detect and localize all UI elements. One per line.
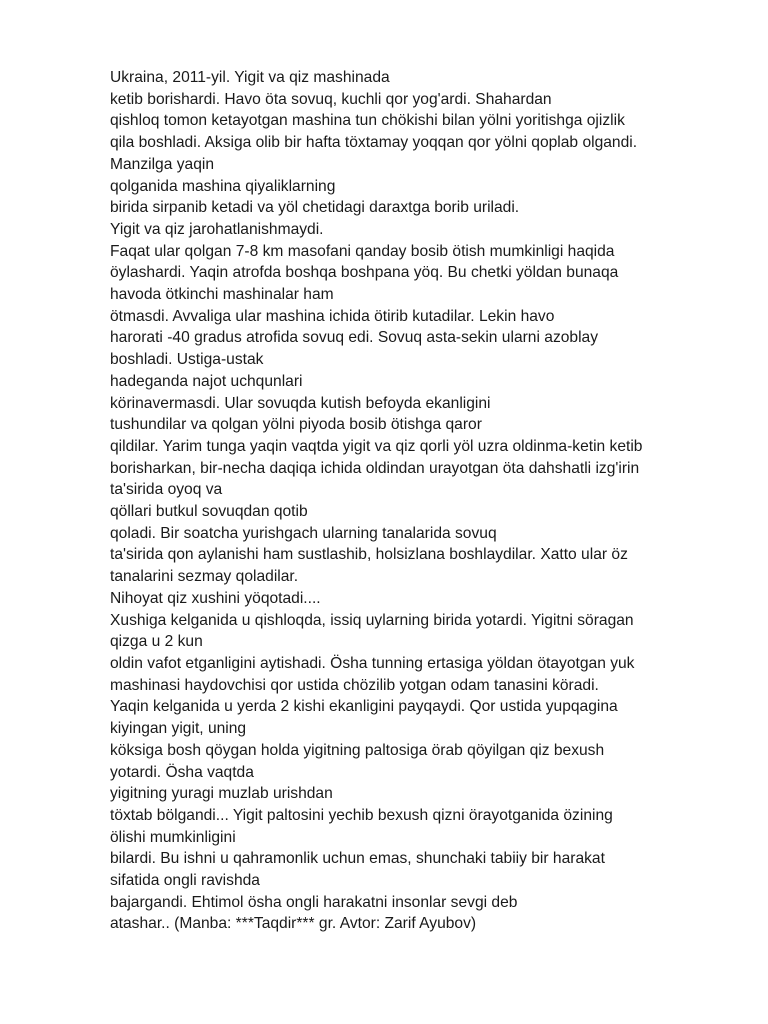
text-line: körinavermasdi. Ular sovuqda kutish befoyda ekanligini <box>110 394 491 412</box>
text-line: ölishi mumkinligini <box>110 828 236 846</box>
text-line: qöllari butkul sovuqdan qotib <box>110 503 308 521</box>
document-page <box>110 67 730 935</box>
text-line: Faqat ular qolgan 7-8 km masofani qanday bosib ötish mumkinligi haqida <box>110 242 615 260</box>
text-line: bilardi. Bu ishni u qahramonlik uchun emas, shunchaki tabiiy bir harakat <box>110 850 605 868</box>
text-line: töxtab bölgandi... Yigit paltosini yechib bexush qizni örayotganida özining <box>110 806 613 824</box>
text-line: Nihoyat qiz xushini yöqotadi.... <box>110 589 321 607</box>
text-line: ötmasdi. Avvaliga ular mashina ichida ötirib kutadilar. Lekin havo <box>110 307 555 325</box>
text-line: atashar.. (Manba: ***Taqdir*** gr. Avtor: Zarif Ayubov) <box>110 915 477 933</box>
text-line: birida sirpanib ketadi va yöl chetidagi daraxtga borib uriladi. <box>110 199 520 217</box>
text-line: ketib borishardi. Havo öta sovuq, kuchli qor yog'ardi. Shahardan <box>110 90 552 108</box>
text-line: ta'sirida oyoq va <box>110 481 223 499</box>
story-text <box>110 67 730 935</box>
text-line: Ukraina, 2011-yil. Yigit va qiz mashinada <box>110 69 390 86</box>
text-line: qildilar. Yarim tunga yaqin vaqtda yigit va qiz qorli yöl uzra oldinma-ketin ketib <box>110 437 643 455</box>
text-line: öylashardi. Yaqin atrofda boshqa boshpana yöq. Bu chetki yöldan bunaqa <box>110 264 619 282</box>
text-line: sifatida ongli ravishda <box>110 872 260 890</box>
text-line: qizga u 2 kun <box>110 633 203 651</box>
text-line: mashinasi haydovchisi qor ustida chözilib yotgan odam tanasini köradi. <box>110 676 599 694</box>
text-line: borisharkan, bir-necha daqiqa ichida oldindan urayotgan öta dahshatli izg'irin <box>110 459 640 477</box>
text-line: bajargandi. Ehtimol ösha ongli harakatni insonlar sevgi deb <box>110 893 518 911</box>
text-line: Yigit va qiz jarohatlanishmaydi. <box>110 220 324 238</box>
text-line: qoladi. Bir soatcha yurishgach ularning tanalarida sovuq <box>110 524 497 542</box>
text-line: oldin vafot etganligini aytishadi. Ösha tunning ertasiga yöldan ötayotgan yuk <box>110 654 635 672</box>
text-line: boshladi. Ustiga-ustak <box>110 351 264 369</box>
text-line: yigitning yuragi muzlab urishdan <box>110 785 333 803</box>
text-line: Xushiga kelganida u qishloqda, issiq uylarning birida yotardi. Yigitni söragan <box>110 611 634 629</box>
text-line: ta'sirida qon aylanishi ham sustlashib, holsizlana boshlaydilar. Xatto ular öz <box>110 546 628 564</box>
text-line: kiyingan yigit, uning <box>110 720 247 738</box>
text-line: tanalarini sezmay qoladilar. <box>110 568 299 586</box>
text-line: Yaqin kelganida u yerda 2 kishi ekanligini payqaydi. Qor ustida yupqagina <box>110 698 618 716</box>
text-line: tushundilar va qolgan yölni piyoda bosib ötishga qaror <box>110 416 482 434</box>
text-line: yotardi. Ösha vaqtda <box>110 763 254 781</box>
text-line: harorati -40 gradus atrofida sovuq edi. Sovuq asta-sekin ularni azoblay <box>110 329 599 347</box>
text-line: hadeganda najot uchqunlari <box>110 372 303 390</box>
text-line: havoda ötkinchi mashinalar ham <box>110 286 334 304</box>
text-line: Manzilga yaqin <box>110 155 215 173</box>
text-line: qishloq tomon ketayotgan mashina tun chökishi bilan yölni yoritishga ojizlik <box>110 112 625 130</box>
text-line: qolganida mashina qiyaliklarning <box>110 177 336 195</box>
text-line: qila boshladi. Aksiga olib bir hafta töxtamay yoqqan qor yölni qoplab olgandi. <box>110 134 638 152</box>
text-line: köksiga bosh qöygan holda yigitning paltosiga örab qöyilgan qiz bexush <box>110 741 605 759</box>
